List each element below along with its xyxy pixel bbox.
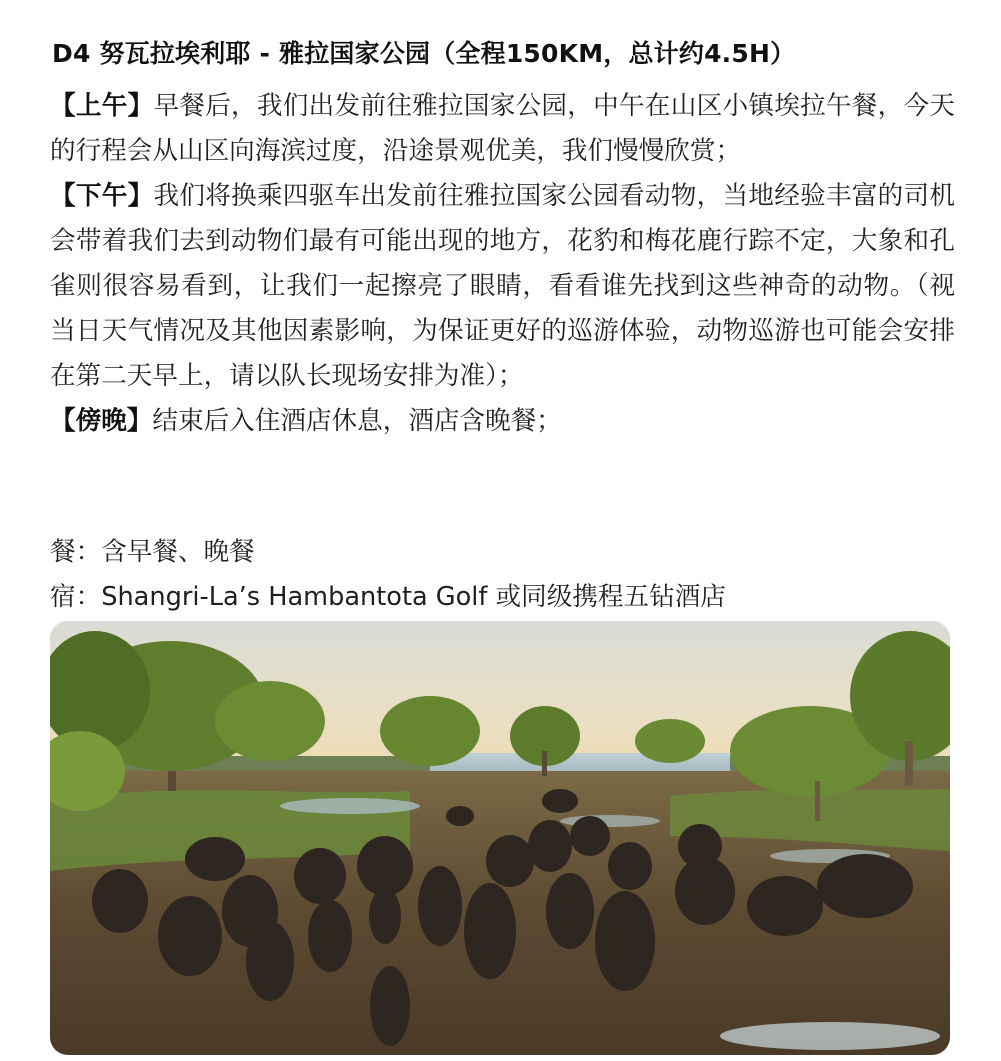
buffalo	[608, 842, 652, 890]
buffalo	[369, 888, 401, 944]
buffalo	[308, 900, 352, 972]
morning-tag: 【上午】	[50, 91, 154, 121]
puddle	[280, 798, 420, 814]
puddle	[720, 1022, 940, 1050]
lodging-label: 宿：	[50, 582, 102, 612]
buffalo	[817, 854, 913, 918]
buffalo	[747, 876, 823, 936]
afternoon-paragraph	[50, 174, 955, 399]
buffalo	[486, 835, 534, 887]
buffalo	[370, 966, 410, 1046]
meals-label: 餐：	[50, 537, 102, 567]
meals-value: 含早餐、晚餐	[101, 537, 255, 567]
itinerary-body	[50, 84, 955, 444]
lodging-value: Shangri-La’s Hambantota Golf 或同级携程五钻酒店	[101, 582, 726, 612]
buffalo	[92, 869, 148, 933]
evening-paragraph	[50, 399, 955, 444]
buffalo	[294, 848, 346, 904]
buffalo	[446, 806, 474, 826]
day-title: D4 努瓦拉埃利耶 - 雅拉国家公园（全程150KM，总计约4.5H）	[52, 39, 796, 68]
buffalo	[185, 837, 245, 881]
buffalo	[595, 891, 655, 991]
photo-illustration	[50, 621, 950, 1055]
buffalo	[418, 866, 462, 946]
afternoon-text: 我们将换乘四驱车出发前往雅拉国家公园看动物，当地经验丰富的司机会带着我们去到动物们最有可能出现的地方，花豹和梅花鹿行踪不定，大象和孔雀则很容易看到，让我们一起擦亮了眼睛，看看谁先找到这些神奇的动物。（视当日天气情况及其他因素影响，为保证更好的巡游体验，动物巡游也可能会安排在第二天早上，请以队长现场安排为准）；	[50, 181, 955, 391]
evening-tag: 【傍晚】	[50, 406, 153, 436]
buffalo	[464, 883, 516, 979]
buffalo	[246, 921, 294, 1001]
buffalo	[546, 873, 594, 949]
meta-info	[50, 530, 726, 620]
buffalo	[158, 896, 222, 976]
buffalo	[528, 820, 572, 872]
lodging-line	[50, 575, 726, 620]
buffalo	[570, 816, 610, 856]
photo-water-buffalo-herd	[50, 621, 950, 1055]
evening-text: 结束后入住酒店休息，酒店含晚餐；	[152, 406, 562, 436]
buffalo	[357, 836, 413, 896]
morning-paragraph	[50, 84, 955, 174]
buffalo	[542, 789, 578, 813]
afternoon-tag: 【下午】	[50, 181, 154, 211]
meals-line	[50, 530, 726, 575]
buffalo	[678, 824, 722, 868]
morning-text: 早餐后，我们出发前往雅拉国家公园，中午在山区小镇埃拉午餐，今天的行程会从山区向海滨过度，沿途景观优美，我们慢慢欣赏；	[50, 91, 955, 166]
